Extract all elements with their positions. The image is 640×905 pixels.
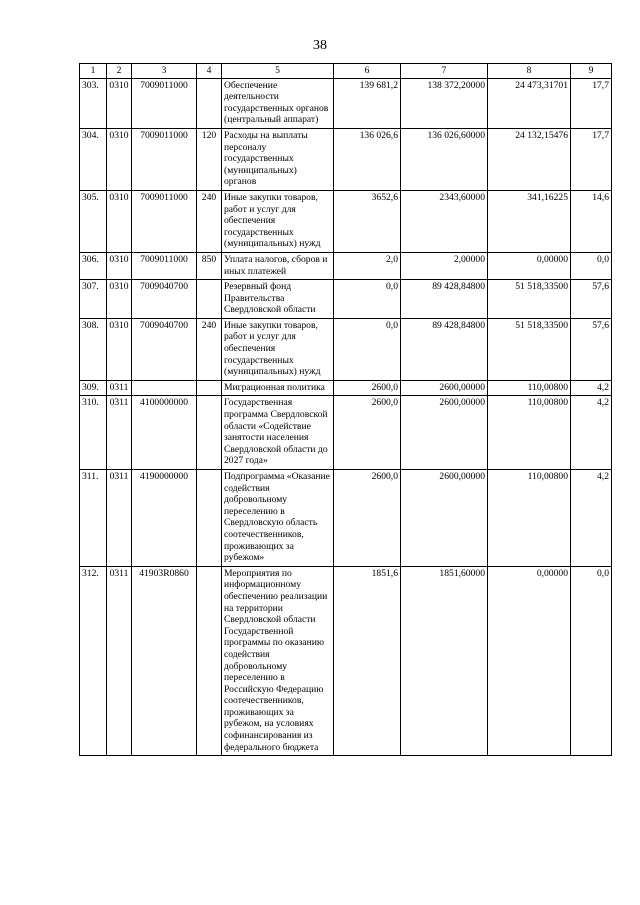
table-row — [80, 78, 612, 128]
row-number-cell: 306. — [80, 252, 107, 279]
execution-percent-cell: 17,7 — [571, 128, 612, 190]
execution-percent-cell: 57,6 — [571, 280, 612, 319]
column-header: 5 — [222, 64, 334, 79]
approved-amount-cell: 2600,0 — [334, 470, 401, 567]
expense-type-code-cell — [197, 380, 222, 396]
budget-list-amount-cell: 2600,00000 — [401, 396, 488, 470]
item-name-cell: Подпрограмма «Оказание содействия добровольному переселению в Свердловскую область соотечественников, проживающих за рубежом» — [222, 470, 334, 567]
row-number-cell: 303. — [80, 78, 107, 128]
budget-list-amount-cell: 136 026,60000 — [401, 128, 488, 190]
execution-percent-cell: 4,2 — [571, 470, 612, 567]
section-code-cell: 0310 — [107, 252, 132, 279]
budget-list-amount-cell: 89 428,84800 — [401, 318, 488, 380]
executed-amount-cell: 24 132,15476 — [488, 128, 571, 190]
row-number-cell: 312. — [80, 566, 107, 756]
approved-amount-cell: 2600,0 — [334, 396, 401, 470]
table-row — [80, 566, 612, 756]
table-body — [80, 78, 612, 756]
expense-type-code-cell: 120 — [197, 128, 222, 190]
execution-percent-cell: 0,0 — [571, 566, 612, 756]
approved-amount-cell: 1851,6 — [334, 566, 401, 756]
expense-type-code-cell: 850 — [197, 252, 222, 279]
target-article-code-cell: 7009011000 — [132, 252, 197, 279]
target-article-code-cell: 7009040700 — [132, 318, 197, 380]
row-number-cell: 311. — [80, 470, 107, 567]
table-row — [80, 128, 612, 190]
item-name-cell: Иные закупки товаров, работ и услуг для обеспечения государственных (муниципальных) нужд — [222, 190, 334, 252]
target-article-code-cell: 4190000000 — [132, 470, 197, 567]
expense-type-code-cell: 240 — [197, 318, 222, 380]
budget-list-amount-cell: 2600,00000 — [401, 470, 488, 567]
column-header: 6 — [334, 64, 401, 79]
item-name-cell: Обеспечение деятельности государственных органов (центральный аппарат) — [222, 78, 334, 128]
column-header: 2 — [107, 64, 132, 79]
row-number-cell: 304. — [80, 128, 107, 190]
page-number: 38 — [313, 38, 327, 53]
item-name-cell: Государственная программа Свердловской области «Содействие занятости населения Свердловской области до 2027 года» — [222, 396, 334, 470]
section-code-cell: 0311 — [107, 380, 132, 396]
row-number-cell: 308. — [80, 318, 107, 380]
budget-list-amount-cell: 138 372,20000 — [401, 78, 488, 128]
target-article-code-cell — [132, 380, 197, 396]
table-row — [80, 470, 612, 567]
approved-amount-cell: 0,0 — [334, 280, 401, 319]
section-code-cell: 0311 — [107, 470, 132, 567]
approved-amount-cell: 136 026,6 — [334, 128, 401, 190]
execution-percent-cell: 14,6 — [571, 190, 612, 252]
target-article-code-cell: 7009011000 — [132, 78, 197, 128]
expense-type-code-cell: 240 — [197, 190, 222, 252]
budget-table — [79, 63, 612, 756]
header-row — [80, 64, 612, 79]
item-name-cell: Резервный фонд Правительства Свердловской области — [222, 280, 334, 319]
execution-percent-cell: 4,2 — [571, 380, 612, 396]
budget-list-amount-cell: 1851,60000 — [401, 566, 488, 756]
budget-list-amount-cell: 2343,60000 — [401, 190, 488, 252]
section-code-cell: 0310 — [107, 280, 132, 319]
table-row — [80, 252, 612, 279]
expense-type-code-cell — [197, 566, 222, 756]
expense-type-code-cell — [197, 470, 222, 567]
approved-amount-cell: 139 681,2 — [334, 78, 401, 128]
item-name-cell: Уплата налогов, сборов и иных платежей — [222, 252, 334, 279]
target-article-code-cell: 41903R0860 — [132, 566, 197, 756]
expense-type-code-cell — [197, 280, 222, 319]
approved-amount-cell: 2600,0 — [334, 380, 401, 396]
item-name-cell: Миграционная политика — [222, 380, 334, 396]
row-number-cell: 305. — [80, 190, 107, 252]
budget-list-amount-cell: 2,00000 — [401, 252, 488, 279]
section-code-cell: 0310 — [107, 78, 132, 128]
column-header: 8 — [488, 64, 571, 79]
approved-amount-cell: 0,0 — [334, 318, 401, 380]
target-article-code-cell: 7009040700 — [132, 280, 197, 319]
table-row — [80, 380, 612, 396]
section-code-cell: 0310 — [107, 128, 132, 190]
executed-amount-cell: 341,16225 — [488, 190, 571, 252]
executed-amount-cell: 51 518,33500 — [488, 318, 571, 380]
section-code-cell: 0310 — [107, 190, 132, 252]
row-number-cell: 310. — [80, 396, 107, 470]
budget-list-amount-cell: 2600,00000 — [401, 380, 488, 396]
section-code-cell: 0311 — [107, 396, 132, 470]
item-name-cell: Расходы на выплаты персоналу государственных (муниципальных) органов — [222, 128, 334, 190]
row-number-cell: 307. — [80, 280, 107, 319]
expense-type-code-cell — [197, 78, 222, 128]
executed-amount-cell: 110,00800 — [488, 396, 571, 470]
executed-amount-cell: 0,00000 — [488, 252, 571, 279]
execution-percent-cell: 57,6 — [571, 318, 612, 380]
executed-amount-cell: 110,00800 — [488, 380, 571, 396]
execution-percent-cell: 17,7 — [571, 78, 612, 128]
column-header: 9 — [571, 64, 612, 79]
column-header: 4 — [197, 64, 222, 79]
table-row — [80, 280, 612, 319]
executed-amount-cell: 51 518,33500 — [488, 280, 571, 319]
section-code-cell: 0311 — [107, 566, 132, 756]
row-number-cell: 309. — [80, 380, 107, 396]
column-header: 7 — [401, 64, 488, 79]
execution-percent-cell: 0,0 — [571, 252, 612, 279]
table-row — [80, 396, 612, 470]
target-article-code-cell: 7009011000 — [132, 128, 197, 190]
execution-percent-cell: 4,2 — [571, 396, 612, 470]
executed-amount-cell: 24 473,31701 — [488, 78, 571, 128]
column-header: 3 — [132, 64, 197, 79]
target-article-code-cell: 4100000000 — [132, 396, 197, 470]
expense-type-code-cell — [197, 396, 222, 470]
approved-amount-cell: 2,0 — [334, 252, 401, 279]
table-row — [80, 190, 612, 252]
item-name-cell: Иные закупки товаров, работ и услуг для обеспечения государственных (муниципальных) нужд — [222, 318, 334, 380]
item-name-cell: Мероприятия по информационному обеспечению реализации на территории Свердловской области Государственной программы по оказанию содействия добровольному переселению в Российскую Федерацию соотечественников, проживающих за рубежом, на условиях софинансирования из федерального бюджета — [222, 566, 334, 756]
approved-amount-cell: 3652,6 — [334, 190, 401, 252]
budget-list-amount-cell: 89 428,84800 — [401, 280, 488, 319]
table-row — [80, 318, 612, 380]
target-article-code-cell: 7009011000 — [132, 190, 197, 252]
executed-amount-cell: 0,00000 — [488, 566, 571, 756]
section-code-cell: 0310 — [107, 318, 132, 380]
column-header: 1 — [80, 64, 107, 79]
executed-amount-cell: 110,00800 — [488, 470, 571, 567]
